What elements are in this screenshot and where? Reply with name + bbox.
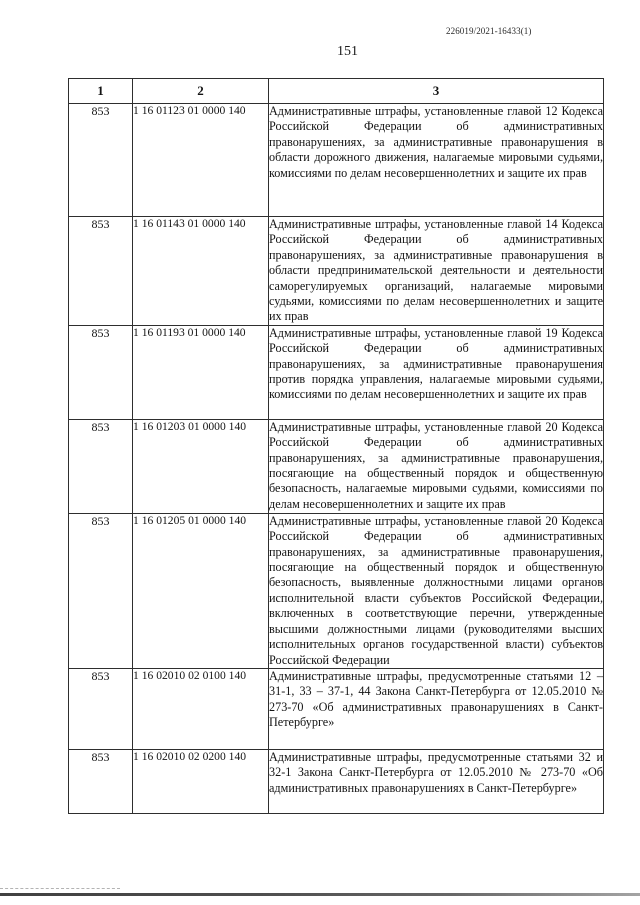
revenue-codes-table: [68, 78, 604, 814]
budget-classification-code-cell: 1 16 01193 01 0000 140: [133, 325, 269, 419]
revenue-description-cell: Административные штрафы, предусмотренные статьями 32 и 32-1 Закона Санкт-Петербурга от 12.05.2010 № 273-70 «Об административных правонарушениях в Санкт-Петербурге»: [269, 749, 604, 813]
administrator-code-cell: 853: [69, 749, 133, 813]
column-header-1: 1: [69, 79, 133, 104]
scan-artifact-specks: [0, 888, 120, 892]
administrator-code-cell: 853: [69, 513, 133, 668]
column-header-2: 2: [133, 79, 269, 104]
revenue-description-cell: Административные штрафы, установленные главой 20 Кодекса Российской Федерации об административных правонарушениях, за административные правонарушения, посягающие на общественный порядок и общественную безопасность, налагаемые мировыми судьями, комиссиями по делам несовершеннолетних и защите их прав: [269, 419, 604, 513]
budget-classification-code-cell: 1 16 02010 02 0200 140: [133, 749, 269, 813]
budget-classification-code-cell: 1 16 01143 01 0000 140: [133, 217, 269, 326]
table-row: [69, 749, 604, 813]
table-row: [69, 668, 604, 749]
budget-classification-code-cell: 1 16 02010 02 0100 140: [133, 668, 269, 749]
revenue-description-cell: Административные штрафы, установленные главой 20 Кодекса Российской Федерации об административных правонарушениях, за административные правонарушения, посягающие на общественный порядок и общественную безопасность, выявленные должностными лицами органов исполнительной власти субъектов Российской Федерации, включенных в соответствующие перечни, утвержденные высшими должностными лицами (руководителями высших исполнительных органов государственной власти) субъектов Российской Федерации: [269, 513, 603, 667]
table-header-row: [69, 79, 604, 104]
budget-classification-code-cell: 1 16 01205 01 0000 140: [133, 513, 269, 668]
page-number: 151: [337, 44, 358, 59]
table-row: [69, 513, 604, 668]
budget-classification-code-cell: 1 16 01123 01 0000 140: [133, 104, 269, 217]
table-row: [69, 217, 604, 326]
table-row: [69, 419, 604, 513]
column-header-3: 3: [269, 79, 604, 104]
revenue-description-cell: Административные штрафы, установленные главой 12 Кодекса Российской Федерации об административных правонарушениях, за административные правонарушения в области дорожного движения, налагаемые мировыми судьями, комиссиями по делам несовершеннолетних и защите их прав: [269, 104, 604, 217]
revenue-description-cell: Административные штрафы, предусмотренные статьями 12 – 31-1, 33 – 37-1, 44 Закона Санкт-Петербурга от 12.05.2010 № 273-70 «Об административных правонарушениях в Санкт-Петербурге»: [269, 668, 604, 749]
table-row: [69, 104, 604, 217]
budget-classification-code-cell: 1 16 01203 01 0000 140: [133, 419, 269, 513]
administrator-code-cell: 853: [69, 325, 133, 419]
revenue-description-cell: Административные штрафы, установленные главой 19 Кодекса Российской Федерации об административных правонарушениях, за административные правонарушения против порядка управления, налагаемые мировыми судьями, комиссиями по делам несовершеннолетних и защите их прав: [269, 325, 604, 419]
administrator-code-cell: 853: [69, 419, 133, 513]
revenue-description-cell: Административные штрафы, установленные главой 14 Кодекса Российской Федерации об административных правонарушениях, за административные правонарушения в области предпринимательской деятельности и деятельности саморегулируемых организаций, налагаемые мировыми судьями, комиссиями по делам несовершеннолетних и защите их прав: [269, 217, 603, 324]
administrator-code-cell: 853: [69, 104, 133, 217]
administrator-code-cell: 853: [69, 668, 133, 749]
document-registration-number: 226019/2021-16433(1): [446, 26, 532, 36]
administrator-code-cell: 853: [69, 217, 133, 326]
scan-edge-line: [0, 893, 640, 896]
table-row: [69, 325, 604, 419]
